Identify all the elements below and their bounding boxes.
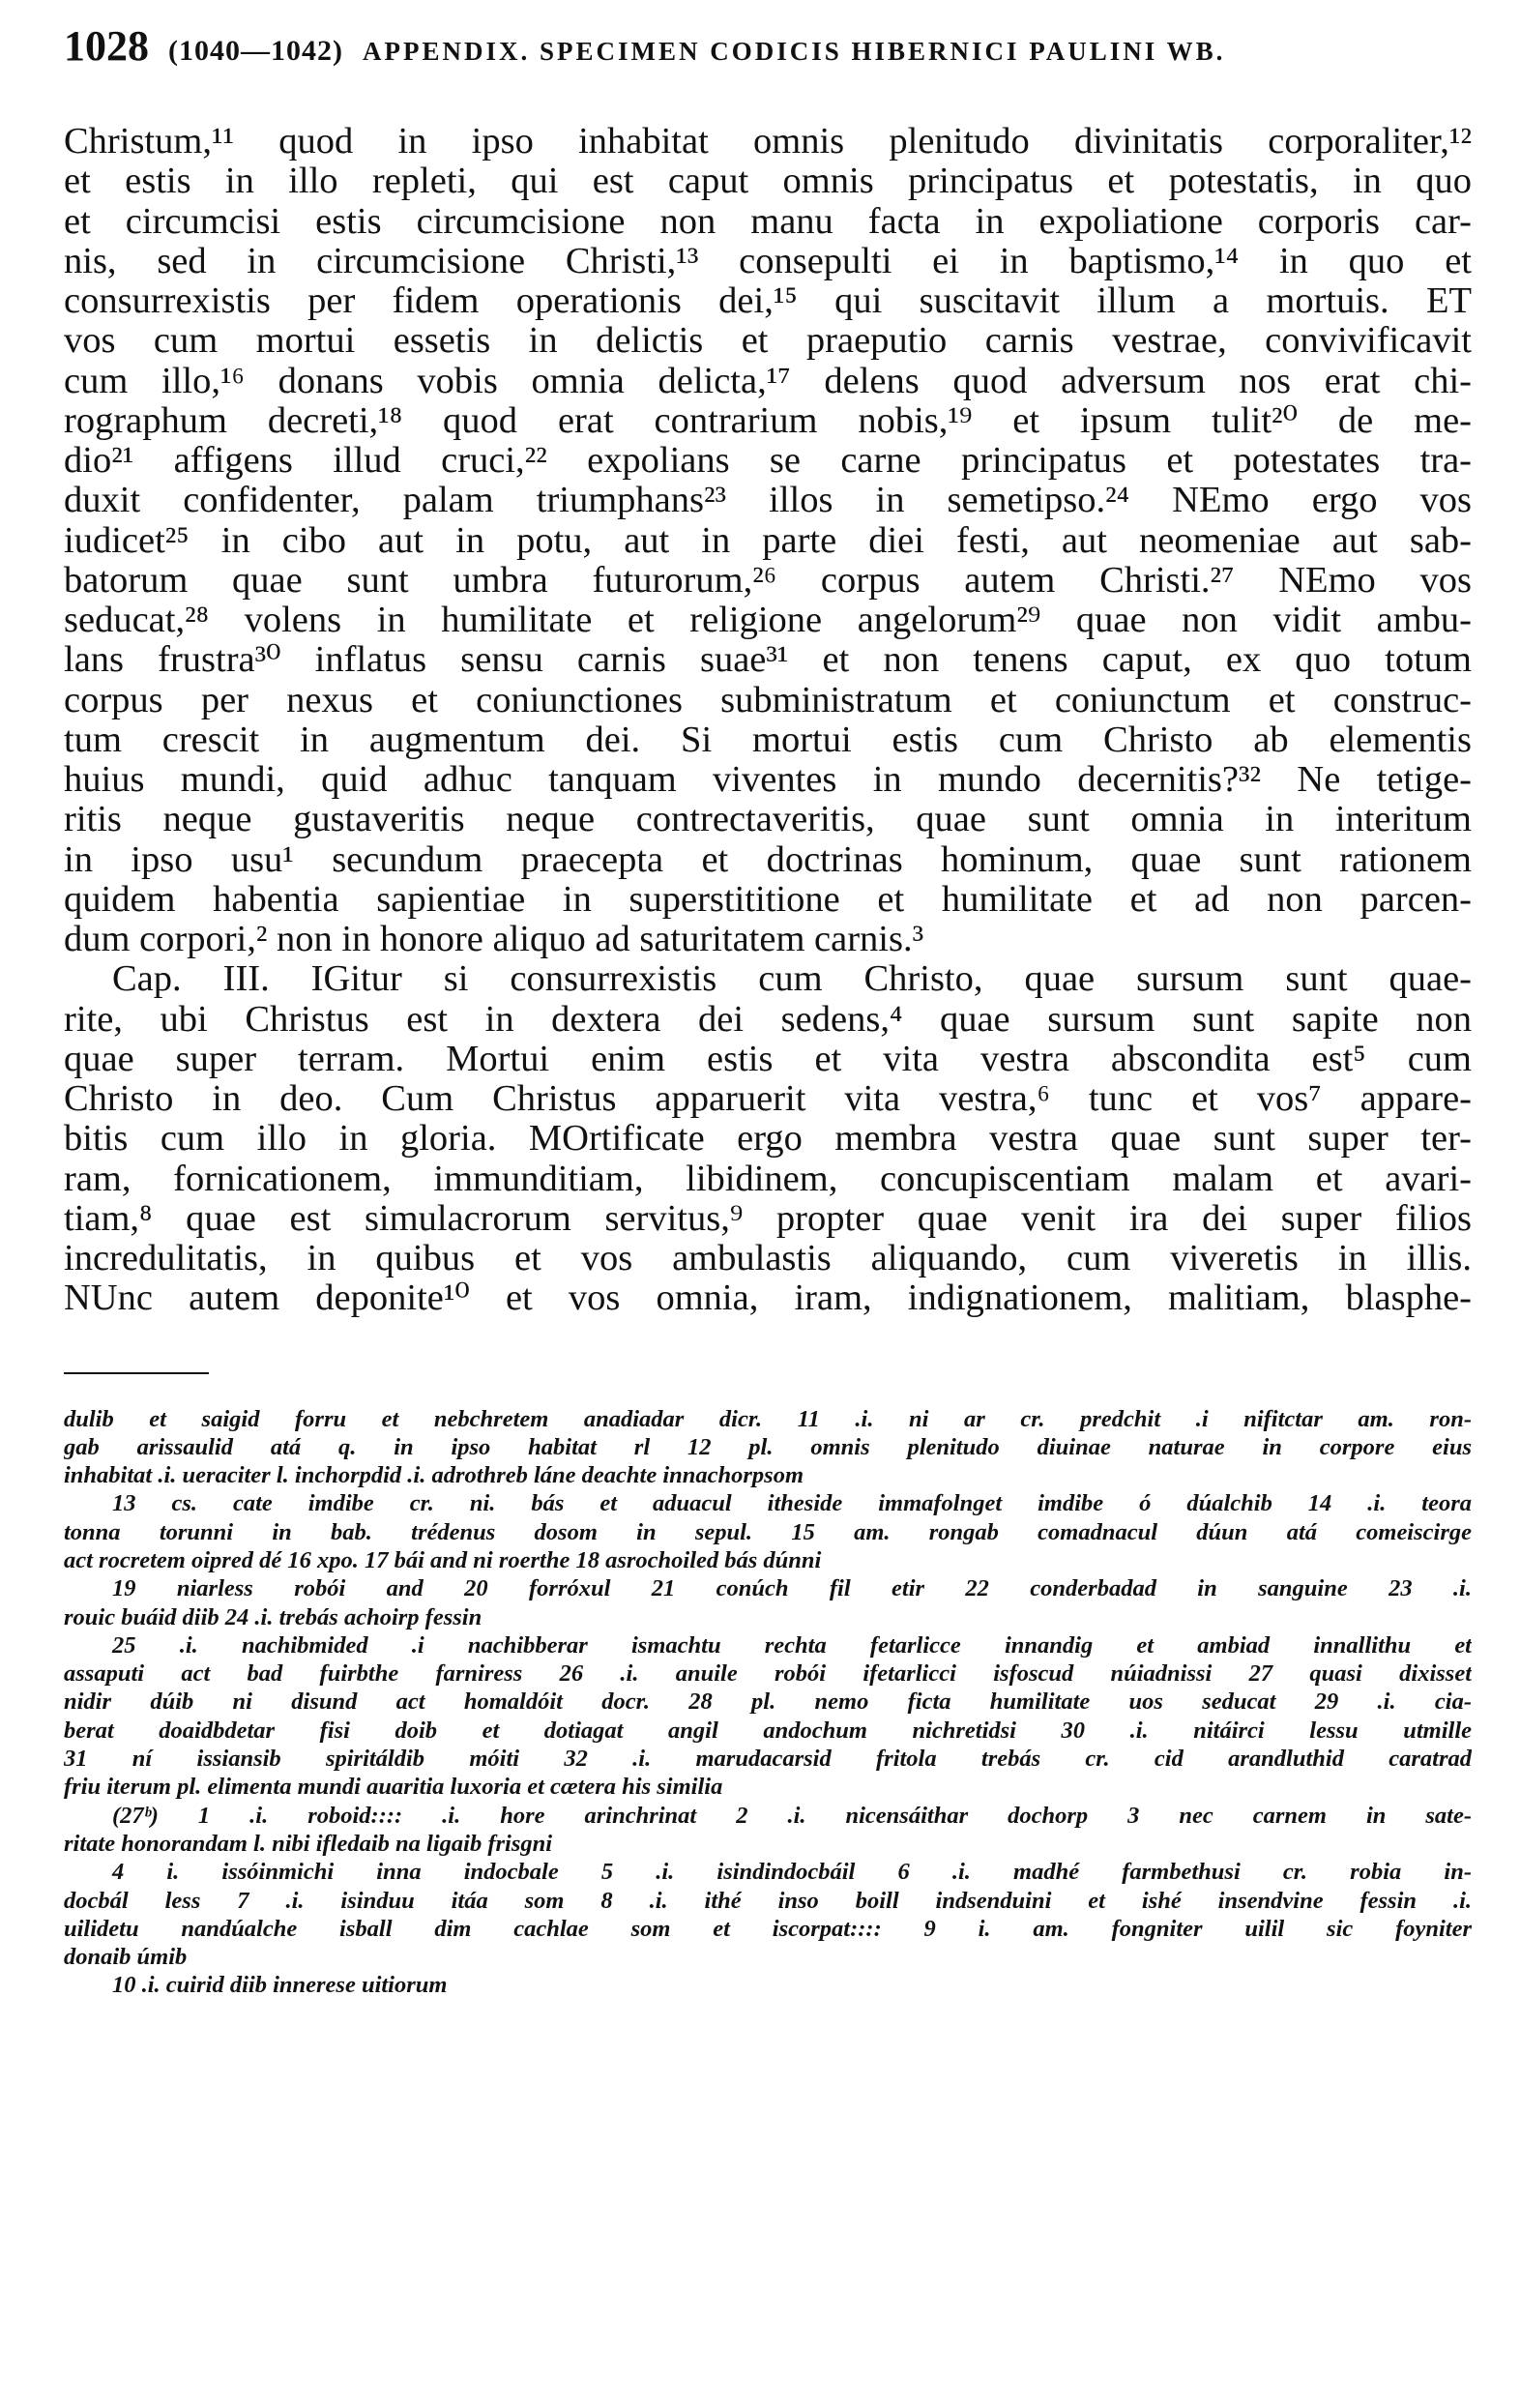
text-line: et circumcisi estis circumcisione non manu facta in expoliatione corporis car- bbox=[64, 201, 1472, 242]
main-text bbox=[64, 122, 1472, 1319]
text-line: cum illo,¹⁶ donans vobis omnia delicta,¹⁷ delens quod adversum nos erat chi- bbox=[64, 361, 1472, 401]
text-line: quidem habentia sapientiae in superstititione et humilitate et ad non parcen- bbox=[64, 879, 1472, 920]
text-line: vos cum mortui essetis in delictis et praeputio carnis vestrae, convivificavit bbox=[64, 321, 1472, 362]
footnote-line: 31 ní issiansib spiritáldib móiti 32 .i. marudacarsid fritola trebás cr. cid arandluthid caratrad bbox=[64, 1746, 1472, 1773]
chapter-start-line: Cap. III. IGitur si consurrexistis cum Christo, quae sursum sunt quae- bbox=[112, 959, 1472, 1000]
footnote-line: rouic buáid diib 24 .i. trebás achoirp fessin bbox=[64, 1603, 482, 1630]
text-line: lans frustra³⁰ inflatus sensu carnis suae³¹ et non tenens caput, ex quo totum bbox=[64, 640, 1472, 681]
footnote-line: tonna torunni in bab. trédenus dosom in sepul. 15 am. rongab comadnacul dúun atá comeiscirge bbox=[64, 1518, 1472, 1545]
footnote-line: gab arissaulid atá q. in ipso habitat rl 12 pl. omnis plenitudo diuinae naturae in corpore eius bbox=[64, 1433, 1472, 1460]
footnote-line: inhabitat .i. ueraciter l. inchorpdid .i. adrothreb láne deachte innachorpsom bbox=[64, 1462, 804, 1489]
text-line: quae super terram. Mortui enim estis et vita vestra abscondita est⁵ cum bbox=[64, 1039, 1472, 1079]
text-line: dio²¹ affigens illud cruci,²² expolians se carne principatus et potestates tra- bbox=[64, 441, 1472, 481]
text-line: tiam,⁸ quae est simulacrorum servitus,⁹ propter quae venit ira dei super filios bbox=[64, 1198, 1472, 1239]
text-line: NUnc autem deponite¹⁰ et vos omnia, iram, indignationem, malitiam, blasphe- bbox=[64, 1278, 1472, 1319]
text-line: dum corpori,² non in honore aliquo ad saturitatem carnis.³ bbox=[64, 920, 924, 959]
footnote-line: dulib et saigid forru et nebchretem anadiadar dicr. 11 .i. ni ar cr. predchit .i nifitctar am. ron- bbox=[64, 1405, 1472, 1432]
text-line: seducat,²⁸ volens in humilitate et religione angelorum²⁹ quae non vidit ambu- bbox=[64, 601, 1472, 640]
text-line: ritis neque gustaveritis neque contrectaveritis, quae sunt omnia in interitum bbox=[64, 800, 1472, 840]
text-line: tum crescit in augmentum dei. Si mortui estis cum Christo ab elementis bbox=[64, 719, 1472, 760]
text-line: corpus per nexus et coniunctiones subministratum et coniunctum et construc- bbox=[64, 680, 1472, 720]
footnote-line: (27ᵇ) 1 .i. roboid:::: .i. hore arinchrinat 2 .i. nicensáithar dochorp 3 nec carnem in sate- bbox=[112, 1802, 1472, 1829]
text-line: consurrexistis per fidem operationis dei,¹⁵ qui suscitavit illum a mortuis. ET bbox=[64, 281, 1472, 321]
text-line: Christo in deo. Cum Christus apparuerit vita vestra,⁶ tunc et vos⁷ appare- bbox=[64, 1079, 1472, 1119]
text-line: batorum quae sunt umbra futurorum,²⁶ corpus autem Christi.²⁷ NEmo vos bbox=[64, 560, 1472, 601]
footnote-line: 10 .i. cuirid diib innerese uitiorum bbox=[112, 1972, 448, 1999]
text-line: huius mundi, quid adhuc tanquam viventes in mundo decernitis?³² Ne tetige- bbox=[64, 760, 1472, 800]
text-line: ram, fornicationem, immunditiam, libidinem, concupiscentiam malam et avari- bbox=[64, 1159, 1472, 1199]
footnote-line: friu iterum pl. elimenta mundi auaritia luxoria et cætera his similia bbox=[64, 1774, 723, 1801]
footnote-line: act rocretem oipred dé 16 xpo. 17 bái and ni roerthe 18 asrochoiled bás dúnni bbox=[64, 1546, 822, 1573]
footnote-divider bbox=[64, 1372, 209, 1374]
footnote-line: berat doaidbdetar fisi doib et dotiagat angil andochum nichretidsi 30 .i. nitáirci lessu utmille bbox=[64, 1717, 1472, 1744]
footnote-line: 19 niarless robói and 20 forróxul 21 conúch fil etir 22 conderbadad in sanguine 23 .i. bbox=[112, 1575, 1472, 1602]
text-line: nis, sed in circumcisione Christi,¹³ consepulti ei in baptismo,¹⁴ in quo et bbox=[64, 241, 1472, 281]
running-title: APPENDIX. SPECIMEN CODICIS HIBERNICI PAULINI WB. bbox=[362, 37, 1226, 66]
footnote-line: 4 i. issóinmichi inna indocbale 5 .i. isindindocbáil 6 .i. madhé farmbethusi cr. robia in- bbox=[112, 1859, 1472, 1886]
text-line: incredulitatis, in quibus et vos ambulastis aliquando, cum viveretis in illis. bbox=[64, 1239, 1472, 1278]
footnote-line: nidir dúib ni disund act homaldóit docr. 28 pl. nemo ficta humilitate uos seducat 29 .i. cia- bbox=[64, 1689, 1472, 1716]
text-line: duxit confidenter, palam triumphans²³ illos in semetipso.²⁴ NEmo ergo vos bbox=[64, 481, 1472, 521]
footnote-line: uilidetu nandúalche isball dim cachlae som et iscorpat:::: 9 i. am. fongniter uilil sic foyniter bbox=[64, 1915, 1472, 1942]
text-line: iudicet²⁵ in cibo aut in potu, aut in parte diei festi, aut neomeniae aut sab- bbox=[64, 520, 1472, 561]
footnote-line: donaib úmib bbox=[64, 1944, 188, 1971]
text-line: rite, ubi Christus est in dextera dei sedens,⁴ quae sursum sunt sapite non bbox=[64, 999, 1472, 1040]
footnote-line: 13 cs. cate imdibe cr. ni. bás et aduacul itheside immafolnget imdibe ó dúalchib 14 .i. teora bbox=[112, 1490, 1472, 1517]
footnote-line: 25 .i. nachibmided .i nachibberar ismachtu rechta fetarlicce innandig et ambiad innallithu et bbox=[112, 1631, 1472, 1659]
text-line: bitis cum illo in gloria. MOrtificate ergo membra vestra quae sunt super ter- bbox=[64, 1119, 1472, 1160]
text-line: rographum decreti,¹⁸ quod erat contrarium nobis,¹⁹ et ipsum tulit²⁰ de me- bbox=[64, 400, 1472, 441]
running-head bbox=[64, 21, 1472, 79]
page-number: 1028 bbox=[64, 22, 149, 70]
footnotes bbox=[64, 1405, 1472, 2000]
text-line: et estis in illo repleti, qui est caput omnis principatus et potestatis, in quo bbox=[64, 162, 1472, 202]
text-line: Christum,¹¹ quod in ipso inhabitat omnis plenitudo divinitatis corporaliter,¹² bbox=[64, 122, 1472, 162]
text-line: in ipso usu¹ secundum praecepta et doctrinas hominum, quae sunt rationem bbox=[64, 839, 1472, 880]
footnote-line: docbál less 7 .i. isinduu itáa som 8 .i. ithé inso boill indsenduini et ishé insendvine fessin .i. bbox=[64, 1887, 1472, 1914]
page-range: (1040—1042) bbox=[168, 35, 343, 67]
footnote-line: ritate honorandam l. nibi ifledaib na ligaib frisgni bbox=[64, 1830, 553, 1857]
footnote-line: assaputi act bad fuirbthe farniress 26 .i. anuile robói ifetarlicci isfoscud núiadnissi 27 quasi dixisset bbox=[64, 1660, 1472, 1688]
